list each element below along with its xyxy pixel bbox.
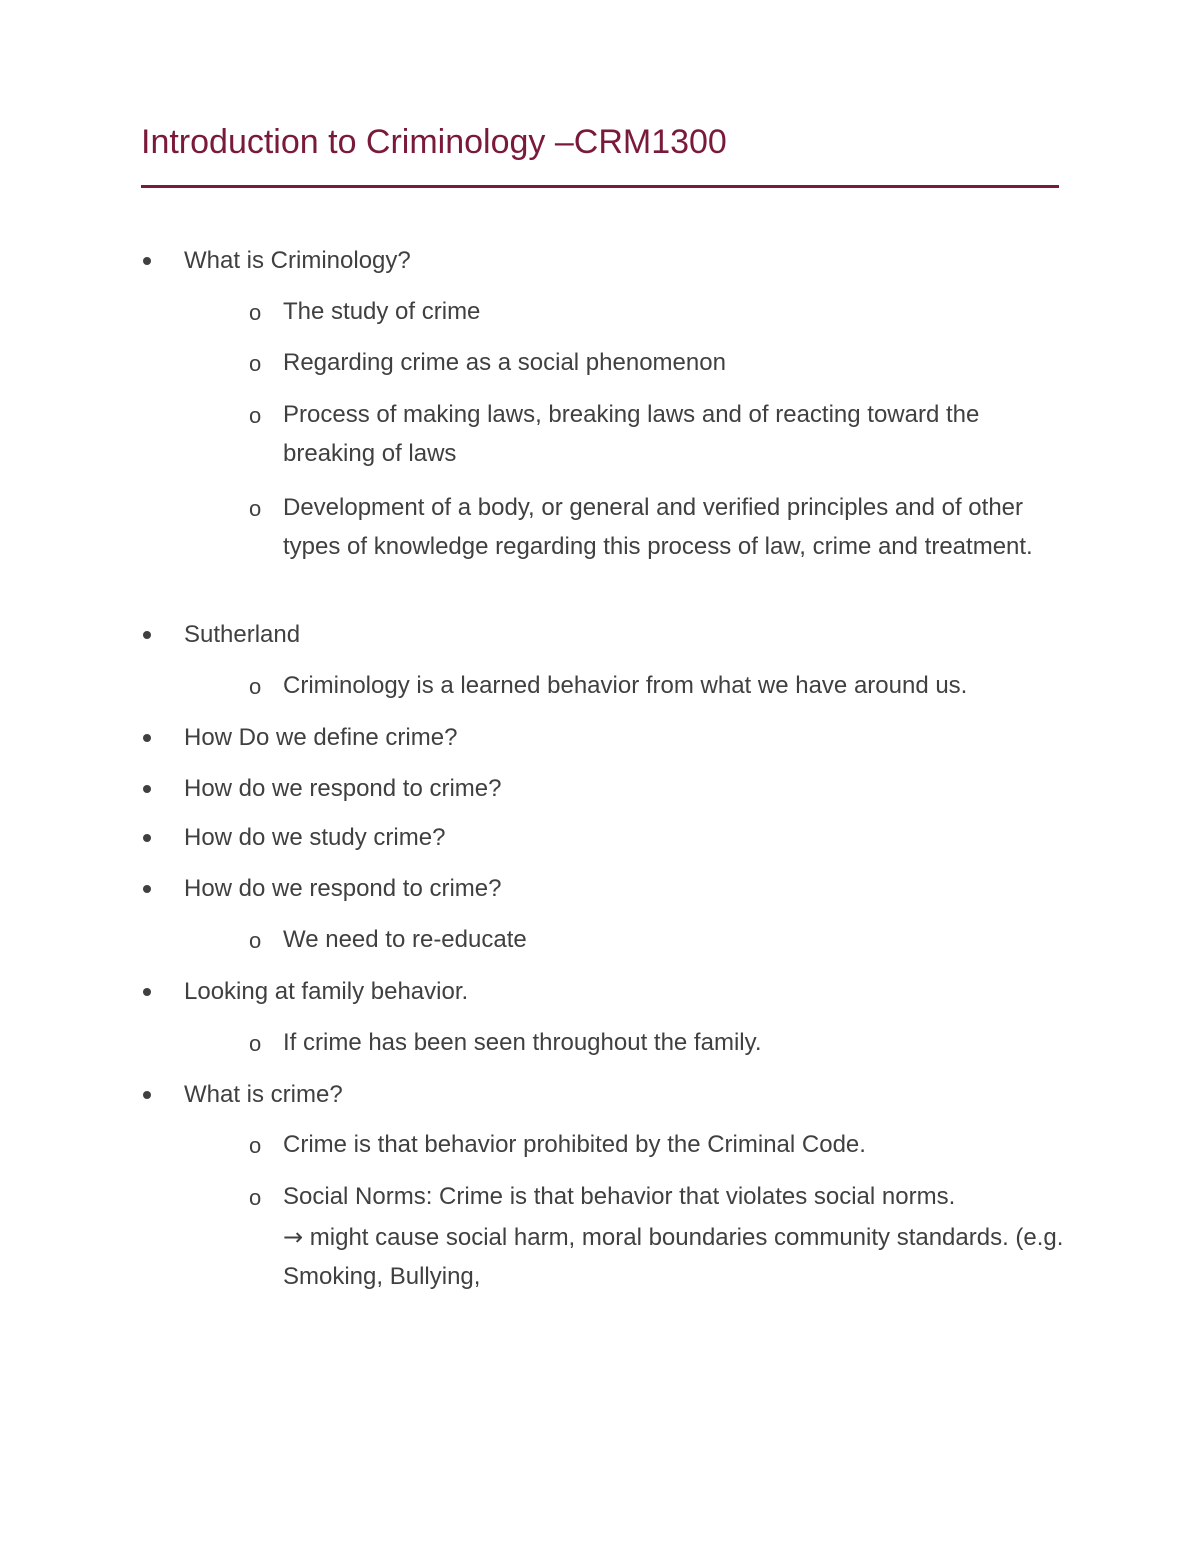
list-item: How Do we define crime?: [184, 724, 458, 751]
list-item: Regarding crime as a social phenomenon: [283, 349, 726, 376]
list-item: What is crime?: [184, 1081, 343, 1108]
list-item: If crime has been seen throughout the family.: [283, 1029, 762, 1056]
list-item: How do we respond to crime?: [184, 775, 502, 802]
list-item: Criminology is a learned behavior from what we have around us.: [283, 672, 968, 699]
bullet-icon: [143, 257, 151, 265]
arrow-right-icon: →: [283, 1223, 304, 1251]
sub-bullet-icon: o: [249, 300, 262, 325]
bullet-icon: [143, 1091, 151, 1099]
list-item: What is Criminology?: [184, 247, 411, 274]
list-item: How do we study crime?: [184, 824, 446, 851]
sub-bullet-icon: o: [249, 674, 262, 699]
list-item-continuation: [283, 1218, 1073, 1296]
list-item: Process of making laws, breaking laws and of reacting toward the breaking of laws: [283, 401, 980, 467]
title-divider: [141, 185, 1059, 188]
list-item: How do we respond to crime?: [184, 875, 502, 902]
sub-bullet-icon: o: [249, 496, 262, 521]
list-item-text: might cause social harm, moral boundaries community standards. (e.g. Smoking, Bullying,: [283, 1224, 1064, 1290]
bullet-icon: [143, 734, 151, 742]
list-item: The study of crime: [283, 298, 481, 325]
list-item: Looking at family behavior.: [184, 978, 469, 1005]
bullet-icon: [143, 885, 151, 893]
sub-bullet-icon: o: [249, 928, 262, 953]
bullet-icon: [143, 785, 151, 793]
sub-bullet-icon: o: [249, 403, 262, 428]
bullet-icon: [143, 631, 151, 639]
sub-bullet-icon: o: [249, 1133, 262, 1158]
list-item: Sutherland: [184, 621, 301, 648]
sub-bullet-icon: o: [249, 1185, 262, 1210]
sub-bullet-icon: o: [249, 351, 262, 376]
page-title: Introduction to Criminology –CRM1300: [141, 123, 727, 161]
sub-bullet-icon: o: [249, 1031, 262, 1056]
list-item: Social Norms: Crime is that behavior that violates social norms.: [283, 1183, 956, 1210]
bullet-icon: [143, 988, 151, 996]
list-item: Crime is that behavior prohibited by the Criminal Code.: [283, 1131, 866, 1158]
list-item: Development of a body, or general and verified principles and of other types of knowledge regarding this process of law, crime and treatment.: [283, 494, 1033, 560]
list-item: We need to re-educate: [283, 926, 527, 953]
bullet-icon: [143, 834, 151, 842]
